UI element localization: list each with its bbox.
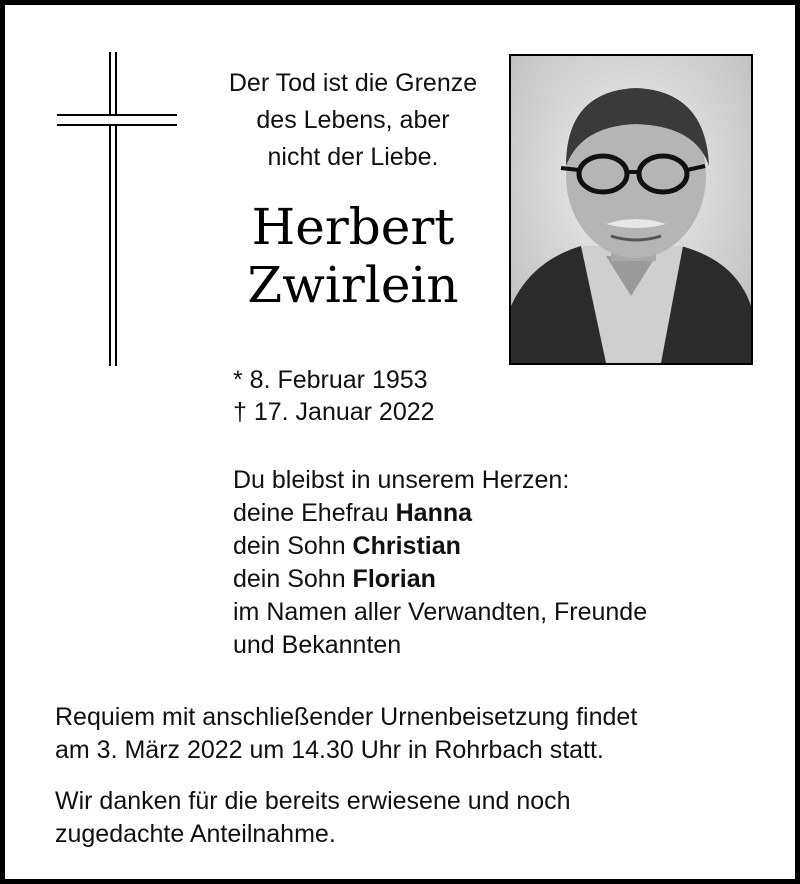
motto-line: des Lebens, aber [256, 106, 450, 134]
mourner-line [233, 563, 647, 596]
relation: dein Sohn [233, 532, 353, 560]
notice-line: Requiem mit anschließender Urnenbeisetzung findet [55, 703, 638, 731]
last-name: Zwirlein [247, 256, 459, 314]
deceased-name [195, 198, 511, 314]
portrait-photo-icon [511, 56, 751, 363]
funeral-notice [55, 701, 765, 767]
mourner-line [233, 497, 647, 530]
others-line: und Bekannten [233, 631, 402, 659]
motto-line: nicht der Liebe. [267, 143, 439, 171]
death-date: † 17. Januar 2022 [233, 398, 435, 426]
others-line: im Namen aller Verwandten, Freunde [233, 598, 648, 626]
thanks-note [55, 785, 765, 851]
thanks-line: Wir danken für die bereits erwiesene und noch [55, 787, 571, 815]
first-name: Herbert [251, 198, 455, 256]
relation: dein Sohn [233, 565, 353, 593]
motto-line: Der Tod ist die Grenze [228, 69, 478, 97]
mourners-list [233, 464, 647, 662]
mourners-intro: Du bleibst in unserem Herzen: [233, 466, 570, 494]
motto [195, 65, 511, 176]
portrait-photo [509, 54, 753, 365]
mourner-name: Hanna [395, 499, 473, 527]
relation: deine Ehefrau [233, 499, 396, 527]
life-dates [233, 364, 435, 428]
thanks-line: zugedachte Anteilnahme. [55, 820, 336, 848]
cross-icon [57, 52, 177, 366]
mourner-name: Christian [352, 532, 461, 560]
mourner-line [233, 530, 647, 563]
mourner-name: Florian [352, 565, 436, 593]
notice-line: am 3. März 2022 um 14.30 Uhr in Rohrbach statt. [55, 736, 604, 764]
birth-date: * 8. Februar 1953 [233, 366, 428, 394]
